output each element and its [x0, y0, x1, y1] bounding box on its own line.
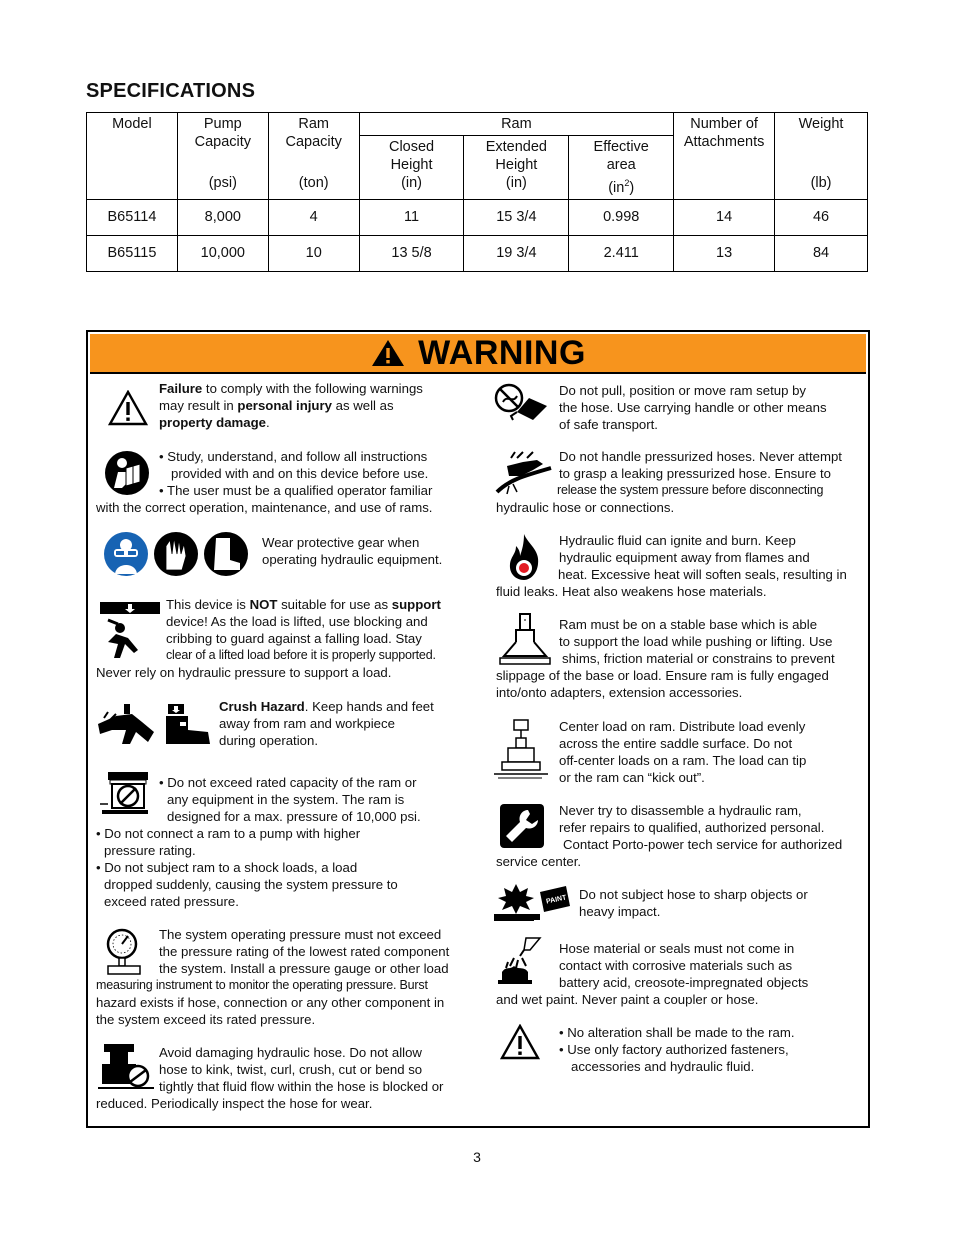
header-pump-capacity: Pump Capacity (psi) [177, 113, 268, 200]
header-closed-height: Closed Height (in) [359, 136, 464, 200]
crush-hazard-icon [96, 702, 216, 746]
read-manual-icon [104, 450, 150, 496]
header-weight: Weight (lb) [775, 113, 868, 200]
warning-item-base: Ram must be on a stable base which is able to support the load while pushing or lifting. Use shims, friction material or constrains to prevent slippage of the base or load. Ensure ram is fully engaged into/onto adapters, extension accessories. [488, 616, 866, 708]
header-effective-area: Effective area $(in^2)$ [569, 136, 674, 200]
header-attachments: Number of Attachments [674, 113, 775, 200]
page-number: 3 [473, 1149, 481, 1165]
caution-triangle-icon [108, 390, 148, 426]
warning-item-disassemble: Never try to disassemble a hydraulic ram, refer repairs to qualified, authorized personal. Contact Porto-power tech service for authorized service center. [496, 803, 843, 869]
leaking-hose-hand-icon [493, 450, 555, 498]
warning-label-text: PAINT [545, 894, 568, 906]
warning-item-pressurized: Do not handle pressurized hoses. Never attempt to grasp a leaking pressurized hose. Ensure to release the system pressure before disconnecting hydraulic hose or connections. [488, 448, 866, 520]
sharp-impact-icon [494, 882, 574, 922]
warning-title: WARNING [418, 333, 586, 372]
stable-base-icon [498, 612, 552, 668]
page-title: SPECIFICATIONS [86, 80, 256, 102]
warning-item-pressure: The system operating pressure must not exceed the pressure rating of the lowest rated component the system. Install a pressure gauge or other load measuring instrument to monitor the operating pressure. Burst hazard exists if hose, connection or any other component in the system exceed its rated pressure. [96, 927, 450, 1027]
warning-item-failure: Failure to comply with the following warnings may result in personal injury as well as property damage. [88, 380, 468, 440]
header-ram-capacity: Ram Capacity (ton) [268, 113, 359, 200]
warning-item-gear: Wear protective gear when operating hydraulic equipment. [88, 528, 468, 580]
warning-box [86, 330, 870, 1128]
warning-item-capacity: • Do not exceed rated capacity of the ram or any equipment in the system. The ram is designed for a max. pressure of 10,000 psi. • Do not connect a ram to a pump with higher pressure rating. • Do not subject ram to a shock loads, a load dropped suddenly, causing the system pressure to exceed rated pressure. [88, 774, 468, 908]
warning-item-alteration: • No alteration shall be made to the ram. • Use only factory authorized fasteners, accessories and hydraulic fluid. [488, 1024, 866, 1080]
hose-kink-icon [98, 1042, 156, 1090]
falling-load-icon [98, 600, 162, 664]
header-model: Model [87, 113, 178, 200]
specifications-table [86, 112, 868, 272]
wrench-icon [498, 802, 546, 850]
warning-item-center: Center load on ram. Distribute load evenly across the entire saddle surface. Do not off-center loads on a ram. The load can tip or the ram can “kick out”. [488, 718, 866, 790]
warning-item-hose-damage: Avoid damaging hydraulic hose. Do not allow hose to kink, twist, curl, crush, cut or bend so tightly that fluid flow within the hose is blocked or reduced. Periodically inspect the hose for wear. [88, 1044, 468, 1118]
warning-item-support: This device is NOT suitable for use as support device! As the load is lifted, use blocking and cribbing to guard against a falling load. Stay clear of a lifted load before it is properly supported. Never rely on hydraulic pressure to support a load. [96, 597, 441, 680]
centered-load-icon [494, 718, 548, 782]
warning-header [90, 334, 866, 374]
warning-item-pull: Do not pull, position or move ram setup by the hose. Use carrying handle or other means of safe transport. [488, 382, 866, 438]
caution-triangle-icon [500, 1024, 540, 1060]
warning-item-sharp: PAINT Do not subject hose to sharp objects or heavy impact. [488, 886, 866, 926]
flame-icon [504, 532, 544, 582]
warning-item-crush: Crush Hazard. Keep hands and feet away from ram and workpiece during operation. [88, 698, 468, 754]
protective-gear-icon [102, 530, 254, 578]
warning-item-fire: Hydraulic fluid can ignite and burn. Keep hydraulic equipment away from flames and heat. Excessive heat will soften seals, resulting in fluid leaks. Heat also weakens hose materials. [496, 533, 847, 599]
pressure-gauge-icon [104, 928, 144, 978]
warning-item-corrosive: Hose material or seals must not come in contact with corrosive materials such as battery acid, creosote-impregnated objects and wet paint. Never paint a coupler or hose. [488, 940, 866, 1012]
warning-triangle-icon [370, 338, 406, 368]
warning-item-study: • Study, understand, and follow all instructions provided with and on this device before use. • The user must be a qualified operator familiar with the correct operation, maintenance, and use of rams. [96, 449, 433, 515]
table-row: B65115 10,000 10 13 5/8 19 3/4 2.411 13 84 [87, 235, 868, 271]
overload-gauge-icon [98, 770, 152, 816]
header-extended-height: Extended Height (in) [464, 136, 569, 200]
table-row: B65114 8,000 4 11 15 3/4 0.998 14 46 [87, 199, 868, 235]
header-ram-group: Ram [359, 113, 674, 136]
corrosive-icon [496, 936, 548, 988]
no-pull-hose-icon [493, 382, 553, 422]
